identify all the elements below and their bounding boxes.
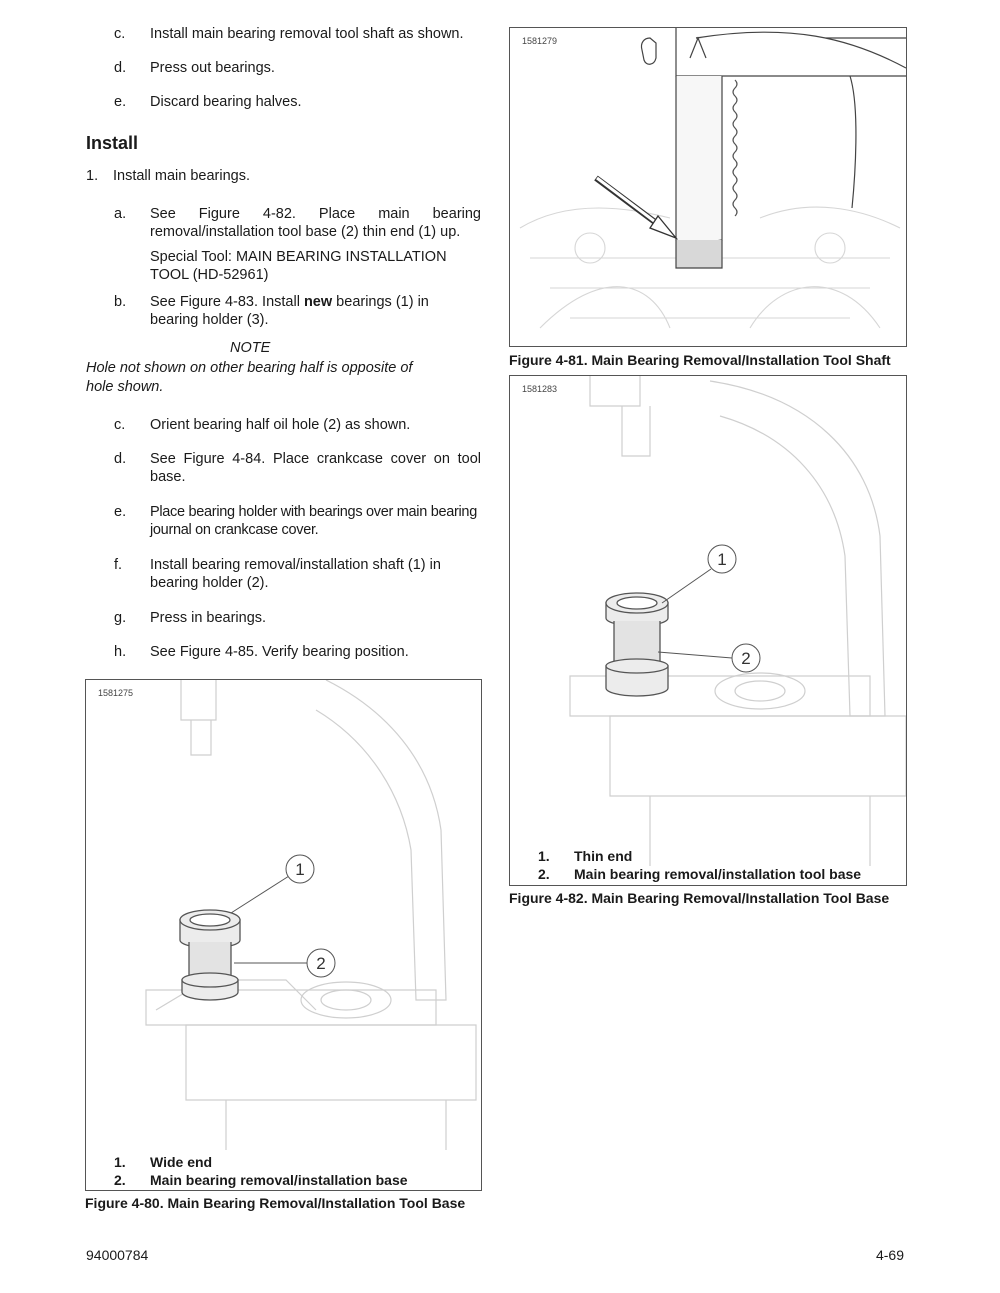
callout-1-label: 1 [295,860,305,879]
figure-4-80: 1 2 1581275 1. Wide end 2. Main bearing removal/installation base [85,679,482,1191]
figure-4-82-caption: Figure 4-82. Main Bearing Removal/Installation Tool Base [509,890,890,906]
callout-1-label: 1 [717,550,727,569]
image-number: 1581283 [522,384,558,394]
figure-4-80-caption: Figure 4-80. Main Bearing Removal/Installation Tool Base [85,1195,466,1211]
callout-2-label: 2 [316,954,326,973]
image-number: 1581279 [522,36,558,46]
figure-4-80-illustration [86,680,481,1190]
section-heading-install: Install [86,133,139,153]
page-number: 4-69 [875,1247,904,1263]
note-title: NOTE [230,340,271,356]
tool-base-part [606,593,668,696]
callout-2-label: 2 [741,649,751,668]
tool-base-part [180,910,240,1000]
figure-4-81 [509,27,907,347]
special-tool: Special Tool: MAIN BEARING INSTALLATION TOOL (HD-52961) [150,249,447,283]
figure-4-82: 1 2 1581283 1. Thin end 2. Main bearing removal/installation tool base [509,375,907,886]
figure-4-82-illustration [510,376,906,885]
image-number: 1581275 [98,688,134,698]
note-text: Hole not shown on other bearing half is opposite of hole shown. [86,360,413,395]
figure-4-81-illustration [510,28,906,346]
figure-4-81-caption: Figure 4-81. Main Bearing Removal/Installation Tool Shaft [509,352,891,368]
document-number: 94000784 [86,1247,149,1263]
